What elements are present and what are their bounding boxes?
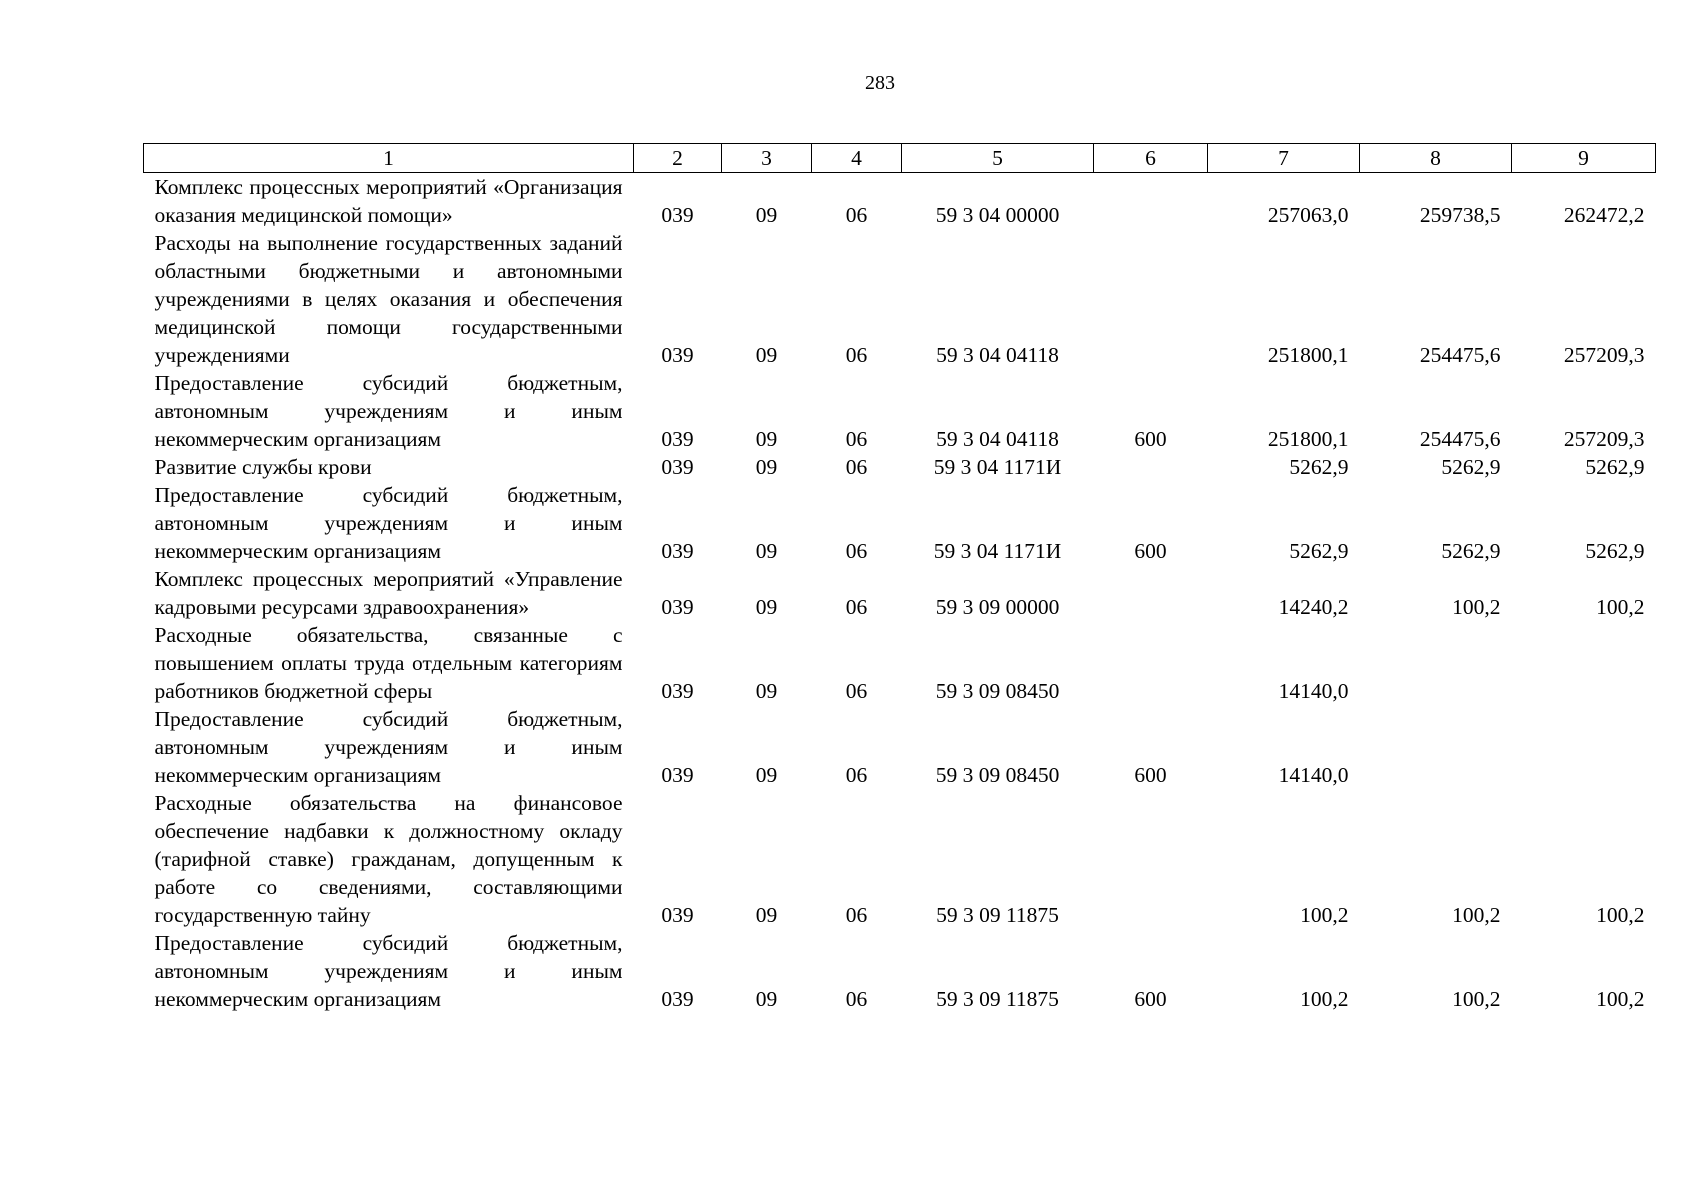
budget-table (143, 143, 1656, 1013)
cell-section: 09 (755, 455, 778, 479)
cell-target-article: 59 3 09 08450 (935, 679, 1060, 703)
cell-subsection: 06 (845, 679, 868, 703)
column-header: 6 (1094, 144, 1208, 173)
cell-amount-1: 100,2 (1300, 903, 1349, 927)
cell-ministry: 039 (661, 539, 694, 563)
cell-target-article: 59 3 09 11875 (936, 903, 1059, 927)
row-name: Расходные обязательства, связанные с повышением оплаты труда отдельным категориям работников бюджетной сферы (154, 623, 623, 703)
cell-expense-type (1094, 173, 1208, 230)
column-number-header (144, 144, 1656, 173)
cell-amount-1: 5262,9 (1289, 539, 1349, 563)
table-row (144, 173, 1656, 230)
row-name: Комплекс процессных мероприятий «Организация оказания медицинской помощи» (154, 175, 623, 227)
table-row (144, 369, 1656, 453)
column-header: 7 (1208, 144, 1360, 173)
row-name: Расходные обязательства на финансовое обеспечение надбавки к должностному окладу (тарифной ставке) гражданам, допущенным к работе со сведениями, составляющими государственную тайну (154, 791, 623, 927)
cell-amount-2: 254475,6 (1419, 343, 1501, 367)
column-header: 1 (144, 144, 634, 173)
cell-amount-3: 100,2 (1596, 903, 1645, 927)
cell-amount-1: 251800,1 (1267, 343, 1349, 367)
cell-ministry: 039 (661, 679, 694, 703)
cell-subsection: 06 (845, 203, 868, 227)
cell-section: 09 (755, 987, 778, 1011)
cell-expense-type: 600 (1134, 427, 1167, 451)
cell-expense-type (1094, 565, 1208, 621)
cell-ministry: 039 (661, 595, 694, 619)
row-name: Предоставление субсидий бюджетным, автономным учреждениям и иным некоммерческим организациям (154, 483, 623, 563)
cell-amount-1: 257063,0 (1267, 203, 1349, 227)
table-row (144, 621, 1656, 705)
cell-target-article: 59 3 09 00000 (935, 595, 1060, 619)
cell-expense-type (1094, 453, 1208, 481)
cell-subsection: 06 (845, 427, 868, 451)
row-name: Предоставление субсидий бюджетным, автономным учреждениям и иным некоммерческим организациям (154, 707, 623, 787)
cell-amount-3: 262472,2 (1563, 203, 1645, 227)
column-header: 2 (634, 144, 722, 173)
cell-target-article: 59 3 04 1171И (933, 539, 1062, 563)
cell-amount-3 (1512, 705, 1656, 789)
cell-subsection: 06 (845, 903, 868, 927)
cell-amount-1: 100,2 (1300, 987, 1349, 1011)
cell-subsection: 06 (845, 987, 868, 1011)
cell-subsection: 06 (845, 455, 868, 479)
row-name: Расходы на выполнение государственных заданий областными бюджетными и автономными учреждениями в целях оказания и обеспечения медицинской помощи государственными учреждениями (154, 231, 623, 367)
cell-amount-2: 100,2 (1452, 595, 1501, 619)
cell-ministry: 039 (661, 763, 694, 787)
cell-amount-2: 5262,9 (1441, 455, 1501, 479)
column-header: 4 (812, 144, 902, 173)
cell-ministry: 039 (661, 455, 694, 479)
cell-target-article: 59 3 04 1171И (933, 455, 1062, 479)
cell-section: 09 (755, 343, 778, 367)
table-row (144, 453, 1656, 481)
cell-amount-2 (1360, 621, 1512, 705)
cell-subsection: 06 (845, 539, 868, 563)
table-row (144, 565, 1656, 621)
cell-section: 09 (755, 539, 778, 563)
column-header: 8 (1360, 144, 1512, 173)
cell-amount-3: 100,2 (1596, 987, 1645, 1011)
cell-target-article: 59 3 04 04118 (936, 427, 1059, 451)
cell-amount-2: 100,2 (1452, 903, 1501, 927)
cell-target-article: 59 3 04 04118 (936, 343, 1059, 367)
column-header: 3 (722, 144, 812, 173)
cell-expense-type (1094, 229, 1208, 369)
cell-amount-3: 5262,9 (1585, 455, 1645, 479)
cell-section: 09 (755, 595, 778, 619)
cell-target-article: 59 3 09 11875 (936, 987, 1059, 1011)
cell-expense-type (1094, 621, 1208, 705)
cell-subsection: 06 (845, 595, 868, 619)
cell-expense-type: 600 (1134, 539, 1167, 563)
cell-amount-1: 5262,9 (1289, 455, 1349, 479)
row-name: Предоставление субсидий бюджетным, автономным учреждениям и иным некоммерческим организациям (154, 931, 623, 1011)
table-row (144, 481, 1656, 565)
cell-amount-2: 100,2 (1452, 987, 1501, 1011)
cell-ministry: 039 (661, 903, 694, 927)
cell-section: 09 (755, 203, 778, 227)
cell-amount-1: 14240,2 (1278, 595, 1349, 619)
row-name: Развитие службы крови (154, 455, 372, 479)
cell-amount-3: 5262,9 (1585, 539, 1645, 563)
page-number: 283 (865, 72, 895, 94)
column-header: 5 (902, 144, 1094, 173)
table-row (144, 705, 1656, 789)
cell-ministry: 039 (661, 343, 694, 367)
column-header: 9 (1512, 144, 1656, 173)
cell-section: 09 (755, 679, 778, 703)
cell-expense-type: 600 (1134, 763, 1167, 787)
cell-amount-3: 257209,3 (1563, 427, 1645, 451)
cell-target-article: 59 3 09 08450 (935, 763, 1060, 787)
cell-amount-1: 14140,0 (1278, 679, 1349, 703)
cell-expense-type (1094, 789, 1208, 929)
cell-section: 09 (755, 763, 778, 787)
cell-amount-3: 100,2 (1596, 595, 1645, 619)
cell-amount-2: 5262,9 (1441, 539, 1501, 563)
cell-amount-1: 14140,0 (1278, 763, 1349, 787)
cell-expense-type: 600 (1134, 987, 1167, 1011)
cell-amount-1: 251800,1 (1267, 427, 1349, 451)
cell-ministry: 039 (661, 203, 694, 227)
cell-section: 09 (755, 903, 778, 927)
cell-amount-3: 257209,3 (1563, 343, 1645, 367)
cell-subsection: 06 (845, 763, 868, 787)
cell-amount-2: 254475,6 (1419, 427, 1501, 451)
table-row (144, 929, 1656, 1013)
cell-amount-3 (1512, 621, 1656, 705)
cell-amount-2: 259738,5 (1419, 203, 1501, 227)
cell-ministry: 039 (661, 427, 694, 451)
cell-ministry: 039 (661, 987, 694, 1011)
cell-target-article: 59 3 04 00000 (935, 203, 1060, 227)
cell-subsection: 06 (845, 343, 868, 367)
table-row (144, 789, 1656, 929)
cell-amount-2 (1360, 705, 1512, 789)
table-row (144, 229, 1656, 369)
row-name: Комплекс процессных мероприятий «Управление кадровыми ресурсами здравоохранения» (154, 567, 623, 619)
row-name: Предоставление субсидий бюджетным, автономным учреждениям и иным некоммерческим организациям (154, 371, 623, 451)
cell-section: 09 (755, 427, 778, 451)
